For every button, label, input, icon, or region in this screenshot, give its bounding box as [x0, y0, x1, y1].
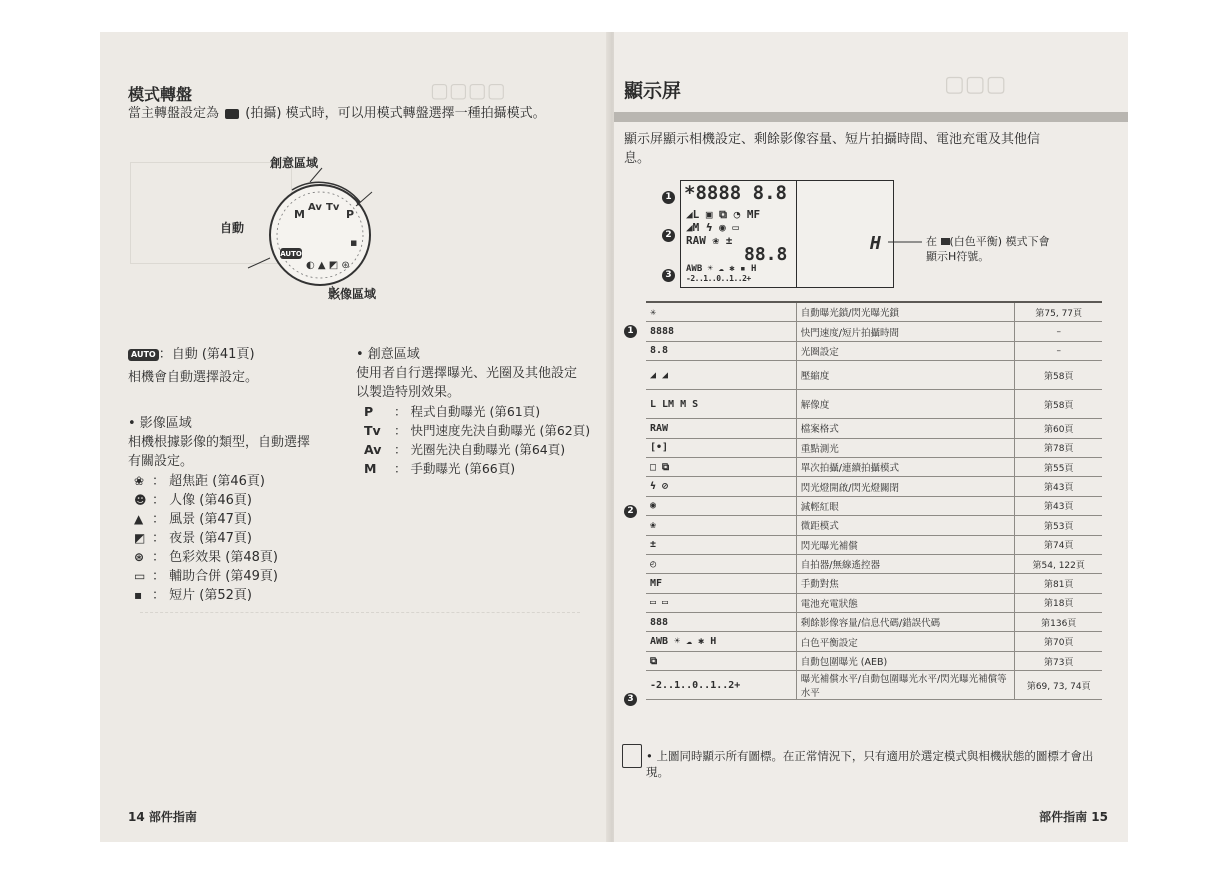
mode-row-tv: Tv ： 快門速度先決自動曝光 (第62頁): [364, 423, 591, 438]
page-ref-cell: 第55頁: [1015, 457, 1102, 476]
table-row: [646, 496, 1102, 515]
symbol-cell: 8888: [646, 322, 796, 341]
symbol-cell: □ ⧉: [646, 457, 796, 476]
table-row: [646, 632, 1102, 651]
page-ref-cell: 第73頁: [1015, 651, 1102, 670]
dial-label-image: 影像區域: [328, 287, 377, 301]
description-cell: 閃光曝光補償: [796, 535, 1015, 554]
marker-label: 1: [624, 325, 637, 338]
icon-reference-table: [646, 301, 1102, 700]
creative-zone-desc-line2: 以製造特別效果。: [356, 385, 461, 400]
page-ref-cell: 第136頁: [1015, 613, 1102, 632]
dial-label-auto: 自動: [220, 221, 245, 235]
scene-icon: ❀: [134, 474, 145, 488]
scene-icon: ⊛: [134, 550, 145, 564]
svg-text:M: M: [294, 208, 305, 221]
lcd-exposure-scale: -2..1..0..1..2+: [686, 274, 751, 283]
wb-h-icon: [941, 238, 950, 245]
image-zone-list: [134, 472, 278, 605]
description-cell: 手動對焦: [796, 574, 1015, 593]
creative-zone-desc-line1: 使用者自行選擇曝光、光圈及其他設定: [356, 366, 578, 381]
list-item: ▲ ： 風景 (第47頁): [134, 512, 252, 527]
description-cell: 閃光燈開啟/閃光燈關閉: [796, 477, 1015, 496]
description-cell: 快門速度/短片拍攝時間: [796, 322, 1015, 341]
lcd-icon-rows: ◢L ▣ ⧉ ◔ MF ◢M ϟ ◉ ▭ RAW ❀ ±: [686, 208, 761, 247]
page-title: 模式轉盤: [128, 85, 193, 104]
list-item: ❀ ： 超焦距 (第46頁): [134, 474, 265, 489]
callout-text: 顯示H符號。: [926, 250, 990, 263]
description-cell: 壓縮度: [796, 361, 1015, 390]
symbol-cell: ◴: [646, 554, 796, 573]
lcd-remaining-shots: 88.8: [744, 244, 788, 265]
page-number-right: 部件指南 15: [1039, 810, 1108, 824]
table-row: [646, 341, 1102, 360]
mode-row-p: P ： 程式自動曝光 (第61頁): [364, 404, 541, 419]
page-ref-cell: 第53頁: [1015, 516, 1102, 535]
svg-text:◐ ▲ ◩ ⊛: ◐ ▲ ◩ ⊛: [306, 260, 350, 271]
creative-zone-heading: • 創意區域: [356, 347, 420, 362]
intro-suffix: (拍攝) 模式時，可以用模式轉盤選擇一種拍攝模式。: [245, 106, 546, 121]
image-zone-desc-line2: 有關設定。: [128, 454, 194, 469]
bleed-through-text: ▢▢▢▢: [430, 78, 506, 102]
symbol-cell: ϟ ⊘: [646, 477, 796, 496]
list-item-text: 人像 (第46頁): [169, 493, 252, 508]
marker-3: [662, 262, 675, 282]
symbol-cell: -2..1..0..1..2+: [646, 671, 796, 700]
scene-icon: ◩: [134, 531, 146, 545]
symbol-cell: ±: [646, 535, 796, 554]
table-row: [646, 671, 1102, 700]
page-ref-cell: 第60頁: [1015, 419, 1102, 438]
description-cell: 剩餘影像容量/信息代碼/錯誤代碼: [796, 613, 1015, 632]
description-cell: 白色平衡設定: [796, 632, 1015, 651]
table-row: [646, 554, 1102, 573]
symbol-cell: ▭ ▭: [646, 593, 796, 612]
lcd-shutter-aperture: *8888 8.8: [684, 182, 787, 204]
list-item: ▭ ： 輔助合併 (第49頁): [134, 569, 278, 584]
image-zone-heading: • 影像區域: [128, 416, 192, 431]
intro-text: [128, 104, 546, 123]
page-ref-cell: 第78頁: [1015, 438, 1102, 457]
description-cell: 微距模式: [796, 516, 1015, 535]
page-ref-cell: 第74頁: [1015, 535, 1102, 554]
scene-icon: ▪: [134, 588, 143, 602]
table-row: [646, 390, 1102, 419]
description-cell: 檔案格式: [796, 419, 1015, 438]
list-item-text: 色彩效果 (第48頁): [169, 550, 278, 565]
page-ref-cell: 第18頁: [1015, 593, 1102, 612]
symbol-cell: ✳: [646, 302, 796, 322]
marker-label: 3: [624, 693, 637, 706]
table-row: [646, 419, 1102, 438]
right-page: [614, 32, 1128, 842]
table-row: [646, 477, 1102, 496]
mode-key: Tv: [364, 423, 381, 438]
symbol-cell: ◢ ◢: [646, 361, 796, 390]
page-ref-cell: 第58頁: [1015, 390, 1102, 419]
marker-1: [662, 184, 675, 204]
table-row: [646, 574, 1102, 593]
description-cell: 光圈設定: [796, 341, 1015, 360]
table-row: [646, 361, 1102, 390]
bleed-through-text: ▢▢▢: [944, 72, 1007, 97]
auto-entry-desc: 相機會自動選擇設定。: [128, 370, 259, 385]
mode-text: 手動曝光 (第66頁): [410, 461, 516, 476]
page-ref-cell: 第69, 73, 74頁: [1015, 671, 1102, 700]
table-row: [646, 535, 1102, 554]
mode-text: 光圈先決自動曝光 (第64頁): [410, 442, 566, 457]
description-cell: 自拍器/無線遙控器: [796, 554, 1015, 573]
page-title: 顯示屏: [624, 80, 682, 102]
list-item-text: 輔助合併 (第49頁): [169, 569, 278, 584]
list-item: ▪ ： 短片 (第52頁): [134, 588, 252, 603]
list-item: ◩ ： 夜景 (第47頁): [134, 531, 252, 546]
svg-text:AUTO: AUTO: [280, 250, 302, 258]
scene-icon: ▲: [134, 512, 144, 526]
page-ref-cell: 第70頁: [1015, 632, 1102, 651]
mode-key: Av: [364, 442, 382, 457]
callout-text: 在: [926, 235, 937, 248]
page-ref-cell: 第54, 122頁: [1015, 554, 1102, 573]
page-ref-cell: 第81頁: [1015, 574, 1102, 593]
auto-entry-label: ：自動 (第41頁): [158, 347, 255, 362]
table-row: [646, 593, 1102, 612]
svg-text:P: P: [346, 208, 355, 221]
intro-line2: 息。: [624, 151, 651, 166]
description-cell: 減輕紅眼: [796, 496, 1015, 515]
list-item: ⊛ ： 色彩效果 (第48頁): [134, 550, 278, 565]
symbol-cell: MF: [646, 574, 796, 593]
table-group-2: [624, 498, 637, 518]
page-ref-cell: –: [1015, 322, 1102, 341]
description-cell: 自動曝光鎖/閃光曝光鎖: [796, 302, 1015, 322]
wb-callout: [926, 234, 1050, 264]
table-row: [646, 457, 1102, 476]
marker-2: [662, 222, 675, 242]
list-item-text: 風景 (第47頁): [169, 512, 252, 527]
symbol-cell: ❀: [646, 516, 796, 535]
list-item: ☻ ： 人像 (第46頁): [134, 493, 252, 508]
table-row: [646, 613, 1102, 632]
lcd-wb-row: AWB ☀ ☁ ✱ ▪ H: [686, 264, 757, 274]
mode-key: P: [364, 404, 374, 419]
description-cell: 自動包圍曝光 (AEB): [796, 651, 1015, 670]
left-page: [100, 32, 610, 842]
svg-text:▪: ▪: [350, 236, 358, 249]
camera-icon: [225, 109, 239, 119]
table-body: [646, 302, 1102, 700]
scene-icon: ▭: [134, 569, 146, 583]
mode-row-m: M ： 手動曝光 (第66頁): [364, 461, 516, 476]
bleed-through-block: [140, 612, 580, 733]
page-ref-cell: 第43頁: [1015, 477, 1102, 496]
marker-label: 2: [624, 505, 637, 518]
mode-key: M: [364, 461, 377, 476]
description-cell: 重點測光: [796, 438, 1015, 457]
symbol-cell: 8.8: [646, 341, 796, 360]
table-group-1: [624, 318, 637, 338]
table-row: [646, 438, 1102, 457]
list-item-text: 夜景 (第47頁): [169, 531, 252, 546]
symbol-cell: ◉: [646, 496, 796, 515]
list-item-text: 超焦距 (第46頁): [169, 474, 265, 489]
auto-badge: AUTO: [128, 349, 159, 361]
marker-label: 2: [662, 229, 675, 242]
auto-entry: [128, 345, 255, 364]
image-zone-desc-line1: 相機根據影像的類型，自動選擇: [128, 435, 311, 450]
title-rule: [614, 112, 1128, 122]
intro-line1: 顯示屏顯示相機設定、剩餘影像容量、短片拍攝時間、電池充電及其他信: [624, 132, 1041, 147]
page-number-left: 14 部件指南: [128, 810, 197, 824]
page-ref-cell: 第58頁: [1015, 361, 1102, 390]
table-row: [646, 302, 1102, 322]
callout-text: (白色平衡) 模式下會: [949, 235, 1050, 248]
symbol-cell: AWB ☀ ☁ ✱ H: [646, 632, 796, 651]
marker-label: 3: [662, 269, 675, 282]
description-cell: 解像度: [796, 390, 1015, 419]
page-ref-cell: 第43頁: [1015, 496, 1102, 515]
table-row: [646, 322, 1102, 341]
mode-row-av: Av ： 光圈先決自動曝光 (第64頁): [364, 442, 566, 457]
description-cell: 曝光補償水平/自動包圍曝光水平/閃光曝光補償等水平: [796, 671, 1015, 700]
description-cell: 電池充電狀態: [796, 593, 1015, 612]
page-ref-cell: 第75, 77頁: [1015, 302, 1102, 322]
note-text: • 上圖同時顯示所有圖標。在正常情況下，只有適用於選定模式與相機狀態的圖標才會出現。: [646, 749, 1094, 779]
table-row: [646, 651, 1102, 670]
page-ref-cell: –: [1015, 341, 1102, 360]
book-spread: [100, 32, 1128, 842]
description-cell: 單次拍攝/連續拍攝模式: [796, 457, 1015, 476]
symbol-cell: [•]: [646, 438, 796, 457]
symbol-cell: RAW: [646, 419, 796, 438]
lcd-h-symbol: H: [870, 233, 881, 254]
table-group-3: [624, 686, 637, 706]
symbol-cell: L LM M S: [646, 390, 796, 419]
callout-line: [888, 232, 924, 252]
svg-text:Tv: Tv: [326, 202, 340, 213]
marker-label: 1: [662, 191, 675, 204]
symbol-cell: ⧉: [646, 651, 796, 670]
note-icon: [622, 744, 642, 768]
dial-label-creative: 創意區域: [270, 156, 319, 170]
intro-prefix: 當主轉盤設定為: [128, 106, 220, 121]
mode-text: 快門速度先決自動曝光 (第62頁): [410, 423, 591, 438]
table-row: [646, 516, 1102, 535]
list-item-text: 短片 (第52頁): [169, 588, 252, 603]
scene-icon: ☻: [134, 493, 147, 507]
symbol-cell: 888: [646, 613, 796, 632]
svg-text:Av: Av: [308, 202, 322, 213]
mode-text: 程式自動曝光 (第61頁): [410, 404, 541, 419]
